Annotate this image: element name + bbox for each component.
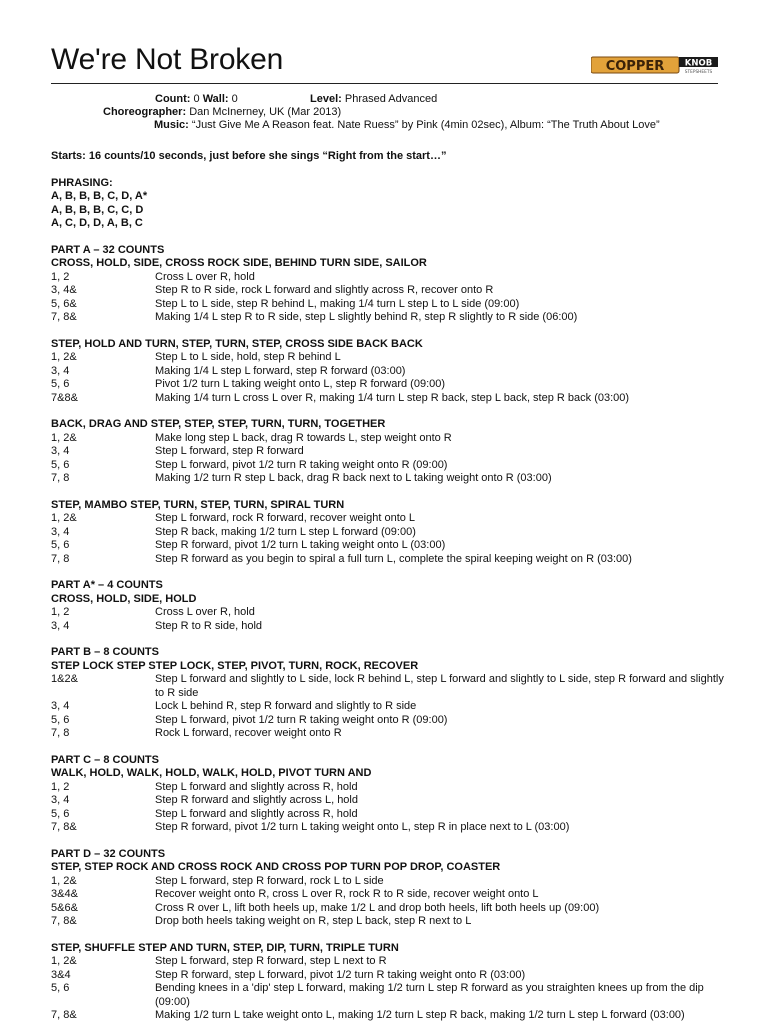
step-description: Step L to L side, step R behind L, making 1/4 turn L step L to L side (09:00) — [155, 297, 520, 310]
step-count: 3, 4 — [51, 445, 70, 457]
section-title: BACK, DRAG AND STEP, STEP, STEP, TURN, TURN, TOGETHER — [51, 418, 386, 430]
step-description: Rock L forward, recover weight onto R — [155, 727, 342, 739]
section-title: STEP, HOLD AND TURN, STEP, TURN, STEP, CROSS SIDE BACK BACK — [51, 337, 423, 350]
step-count: 7, 8 — [51, 472, 70, 484]
step-count: 3, 4& — [51, 284, 77, 296]
step-row — [51, 445, 731, 459]
step-row — [51, 700, 731, 714]
step-description: Step R to R side, rock L forward and slightly across R, recover onto R — [155, 284, 494, 296]
step-row — [51, 727, 731, 741]
step-count: 5, 6 — [51, 378, 70, 390]
phrasing-heading: PHRASING: — [51, 176, 113, 189]
step-count: 5, 6& — [51, 297, 77, 310]
step-description: Step L forward, step R forward — [155, 445, 304, 457]
step-count: 7&8& — [51, 391, 78, 404]
step-row — [51, 526, 731, 540]
level-label: Level: — [310, 93, 342, 105]
step-row — [51, 982, 731, 1009]
step-count: 5, 6 — [51, 539, 70, 551]
step-description: Lock L behind R, step R forward and slightly to R side — [155, 700, 417, 712]
step-count: 7, 8& — [51, 311, 77, 323]
part-heading: PART B – 8 COUNTS — [51, 646, 159, 658]
step-count: 1, 2& — [51, 874, 77, 887]
step-row — [51, 298, 731, 312]
step-description: Step L forward, step R forward, rock L to L side — [155, 874, 384, 887]
wall-label: Wall: — [202, 93, 229, 105]
step-row — [51, 512, 731, 526]
step-section — [51, 579, 731, 633]
step-row — [51, 351, 731, 365]
step-row — [51, 459, 731, 473]
logo-word-copper: COPPER — [605, 59, 665, 74]
step-description: Cross R over L, lift both heels up, make 1/2 L and drop both heels, lift both heels up (09:00) — [155, 901, 600, 914]
step-description: Making 1/2 turn R step L back, drag R back next to L taking weight onto R (03:00) — [155, 472, 552, 484]
step-row — [51, 955, 731, 969]
step-description: Making 1/4 turn L cross L over R, making 1/4 turn L step R back, step L back, step R back (03:00) — [155, 391, 630, 404]
step-row — [51, 472, 731, 486]
step-count: 7, 8& — [51, 915, 77, 927]
copperknob-logo — [591, 55, 719, 75]
step-section — [51, 244, 731, 325]
step-count: 7, 8& — [51, 821, 77, 833]
logo-sub: STEPSHEETS — [684, 70, 713, 75]
step-section — [51, 646, 731, 741]
step-description: Step L forward, pivot 1/2 turn R taking weight onto R (09:00) — [155, 713, 448, 726]
meta-level — [310, 93, 437, 107]
step-row — [51, 888, 731, 902]
part-heading: PART A* – 4 COUNTS — [51, 579, 163, 591]
section-title: STEP, SHUFFLE STEP AND TURN, STEP, DIP, TURN, TRIPLE TURN — [51, 941, 399, 954]
step-count: 1, 2& — [51, 955, 77, 967]
step-row — [51, 392, 731, 406]
title-rule — [51, 83, 718, 84]
step-description: Step L forward and slightly across R, hold — [155, 780, 358, 793]
meta-music — [154, 119, 660, 133]
part-heading: PART A – 32 COUNTS — [51, 243, 165, 256]
step-description: Making 1/2 turn L take weight onto L, making 1/2 turn L step R back, making 1/2 turn L step L forward (03:00) — [155, 1009, 685, 1021]
step-row — [51, 875, 731, 889]
step-description: Step L to L side, hold, step R behind L — [155, 351, 341, 363]
step-description: Bending knees in a 'dip' step L forward, making 1/2 turn L step R forward as you straighten knees up from the dip (09:00) — [155, 982, 704, 1008]
step-description: Make long step L back, drag R towards L, step weight onto R — [155, 431, 452, 444]
count-value: 0 — [193, 93, 200, 105]
section-title: STEP, STEP ROCK AND CROSS ROCK AND CROSS POP TURN POP DROP, COASTER — [51, 861, 501, 873]
step-count: 5, 6 — [51, 982, 70, 994]
part-heading: PART D – 32 COUNTS — [51, 847, 166, 860]
step-description: Making 1/4 L step R to R side, step L slightly behind R, step R slightly to R side (06:00) — [155, 311, 578, 323]
step-count: 7, 8& — [51, 1009, 77, 1021]
step-row — [51, 902, 731, 916]
step-row — [51, 606, 731, 620]
step-description: Step R forward and slightly across L, hold — [155, 794, 358, 806]
music-label: Music: — [154, 119, 189, 131]
step-description: Step L forward, step R forward, step L next to R — [155, 955, 387, 967]
step-count: 5&6& — [51, 901, 78, 914]
step-description: Pivot 1/2 turn L taking weight onto L, step R forward (09:00) — [155, 378, 446, 390]
step-description: Step R forward, step L forward, pivot 1/2 turn R taking weight onto R (03:00) — [155, 968, 526, 981]
step-count: 3, 4 — [51, 700, 70, 712]
step-count: 1, 2& — [51, 351, 77, 363]
part-heading: PART C – 8 COUNTS — [51, 753, 159, 766]
step-section — [51, 499, 731, 567]
step-section — [51, 942, 731, 1023]
step-row — [51, 378, 731, 392]
step-description: Cross L over R, hold — [155, 606, 255, 618]
step-description: Cross L over R, hold — [155, 270, 255, 283]
section-title: STEP LOCK STEP STEP LOCK, STEP, PIVOT, TURN, ROCK, RECOVER — [51, 659, 419, 672]
step-count: 3, 4 — [51, 619, 70, 632]
step-row — [51, 311, 731, 325]
step-row — [51, 365, 731, 379]
step-row — [51, 620, 731, 634]
step-row — [51, 714, 731, 728]
count-label: Count: — [155, 93, 191, 105]
step-count: 1, 2& — [51, 512, 77, 524]
step-row — [51, 539, 731, 553]
step-description: Recover weight onto R, cross L over R, rock R to R side, recover weight onto L — [155, 888, 539, 900]
step-row — [51, 673, 731, 700]
step-count: 3&4 — [51, 968, 71, 981]
sections — [51, 244, 731, 1023]
step-description: Step L forward and slightly across R, hold — [155, 807, 358, 820]
step-count: 1, 2 — [51, 270, 70, 283]
step-count: 3, 4 — [51, 364, 70, 377]
step-count: 3, 4 — [51, 525, 70, 538]
step-description: Step R forward as you begin to spiral a full turn L, complete the spiral keeping weight on R (03:00) — [155, 552, 632, 565]
step-section — [51, 754, 731, 835]
step-row — [51, 553, 731, 567]
step-row — [51, 915, 731, 929]
choreographer-value: Dan McInerney, UK (Mar 2013) — [189, 106, 342, 118]
step-count: 5, 6 — [51, 713, 70, 726]
step-count: 1&2& — [51, 673, 78, 685]
wall-value: 0 — [231, 93, 238, 105]
step-row — [51, 821, 731, 835]
step-row — [51, 969, 731, 983]
step-row — [51, 1009, 731, 1023]
step-count: 1, 2& — [51, 431, 77, 444]
section-title: WALK, HOLD, WALK, HOLD, WALK, HOLD, PIVOT TURN AND — [51, 767, 372, 779]
choreographer-label: Choreographer: — [103, 106, 187, 118]
step-count: 7, 8 — [51, 552, 70, 565]
step-section — [51, 848, 731, 929]
step-description: Step L forward, pivot 1/2 turn R taking weight onto R (09:00) — [155, 458, 448, 471]
step-count: 7, 8 — [51, 727, 70, 739]
step-count: 5, 6 — [51, 807, 70, 820]
step-row — [51, 271, 731, 285]
step-description: Step L forward, rock R forward, recover weight onto L — [155, 512, 416, 524]
meta-count-wall — [155, 93, 238, 107]
step-count: 5, 6 — [51, 458, 70, 471]
phrasing-line: A, B, B, B, C, C, D — [51, 203, 144, 216]
stepsheet-content — [51, 150, 731, 1023]
step-section — [51, 418, 731, 486]
section-title: STEP, MAMBO STEP, TURN, STEP, TURN, SPIRAL TURN — [51, 498, 345, 511]
step-row — [51, 794, 731, 808]
step-description: Drop both heels taking weight on R, step L back, step R next to L — [155, 915, 472, 927]
level-value: Phrased Advanced — [344, 93, 438, 105]
step-description: Step R back, making 1/2 turn L step L forward (09:00) — [155, 525, 416, 538]
starts-line: Starts: 16 counts/10 seconds, just before she sings “Right from the start…” — [51, 150, 447, 162]
step-row — [51, 808, 731, 822]
step-description: Step R forward, pivot 1/2 turn L taking weight onto L, step R in place next to L (03:00) — [155, 821, 570, 833]
step-count: 1, 2 — [51, 780, 70, 793]
step-description: Step R forward, pivot 1/2 turn L taking weight onto L (03:00) — [155, 539, 446, 551]
step-description: Step R to R side, hold — [155, 619, 263, 632]
step-row — [51, 284, 731, 298]
page-title: We're Not Broken — [51, 43, 284, 76]
step-description: Making 1/4 L step L forward, step R forward (03:00) — [155, 364, 406, 377]
step-row — [51, 432, 731, 446]
section-title: CROSS, HOLD, SIDE, HOLD — [51, 592, 197, 605]
music-value: “Just Give Me A Reason feat. Nate Ruess” by Pink (4min 02sec), Album: “The Truth About Love” — [191, 119, 660, 131]
step-count: 1, 2 — [51, 606, 70, 618]
step-section — [51, 338, 731, 406]
phrasing-line: A, C, D, D, A, B, C — [51, 217, 143, 229]
step-description: Step L forward and slightly to L side, lock R behind L, step L forward and slightly to L side, step R forward and slightly to R side — [155, 673, 724, 699]
step-row — [51, 781, 731, 795]
logo-word-knob: KNOB — [684, 58, 713, 69]
phrasing-line: A, B, B, B, C, D, A* — [51, 190, 148, 202]
section-title: CROSS, HOLD, SIDE, CROSS ROCK SIDE, BEHIND TURN SIDE, SAILOR — [51, 257, 427, 269]
step-count: 3, 4 — [51, 794, 70, 806]
step-count: 3&4& — [51, 888, 78, 900]
meta-choreographer — [103, 106, 341, 120]
